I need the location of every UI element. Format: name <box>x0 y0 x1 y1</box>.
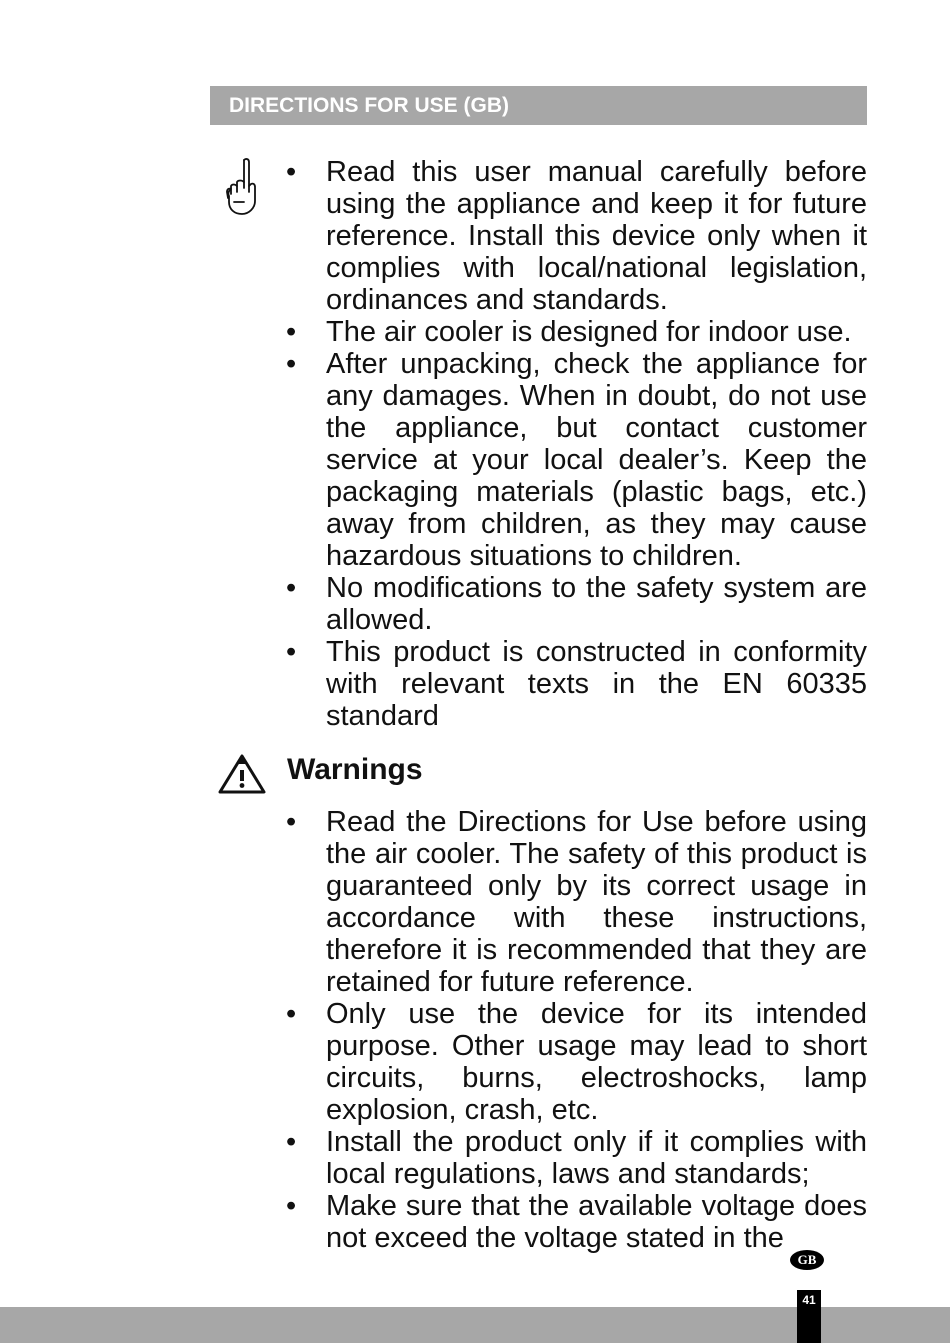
list-item: • No modifications to the safety system are allowed. <box>286 572 867 636</box>
intro-bullet-list <box>286 156 867 732</box>
list-item: • Read this user manual carefully before using the appliance and keep it for future reference. Install this device only when it complies with local/national legislation, ordinances and standards. <box>286 156 867 316</box>
list-item: • The air cooler is designed for indoor use. <box>286 316 867 348</box>
list-item: • After unpacking, check the appliance for any damages. When in doubt, do not use the appliance, but contact customer service at your local dealer’s. Keep the packaging materials (plastic bags, etc.) away from children, as they may cause hazardous situations to children. <box>286 348 867 572</box>
section-title: DIRECTIONS FOR USE (GB) <box>229 94 510 117</box>
section-header <box>210 86 867 125</box>
page-number: 41 <box>802 1293 816 1307</box>
list-item: • Install the product only if it complies with local regulations, laws and standards; <box>286 1126 867 1190</box>
warning-triangle-icon <box>217 753 267 795</box>
warnings-bullet-list <box>286 806 867 1254</box>
pointing-hand-icon <box>222 156 260 218</box>
language-badge: GB <box>790 1250 824 1270</box>
list-item: • This product is constructed in conformity with relevant texts in the EN 60335 standard <box>286 636 867 732</box>
warnings-heading: Warnings <box>287 753 423 786</box>
list-item: • Read the Directions for Use before using the air cooler. The safety of this product is guaranteed only by its correct usage in accordance with these instructions, therefore it is recommended that they are retained for future reference. <box>286 806 867 998</box>
list-item: • Make sure that the available voltage does not exceed the voltage stated in the <box>286 1190 867 1254</box>
list-item: • Only use the device for its intended purpose. Other usage may lead to short circuits, burns, electroshocks, lamp explosion, crash, etc. <box>286 998 867 1126</box>
